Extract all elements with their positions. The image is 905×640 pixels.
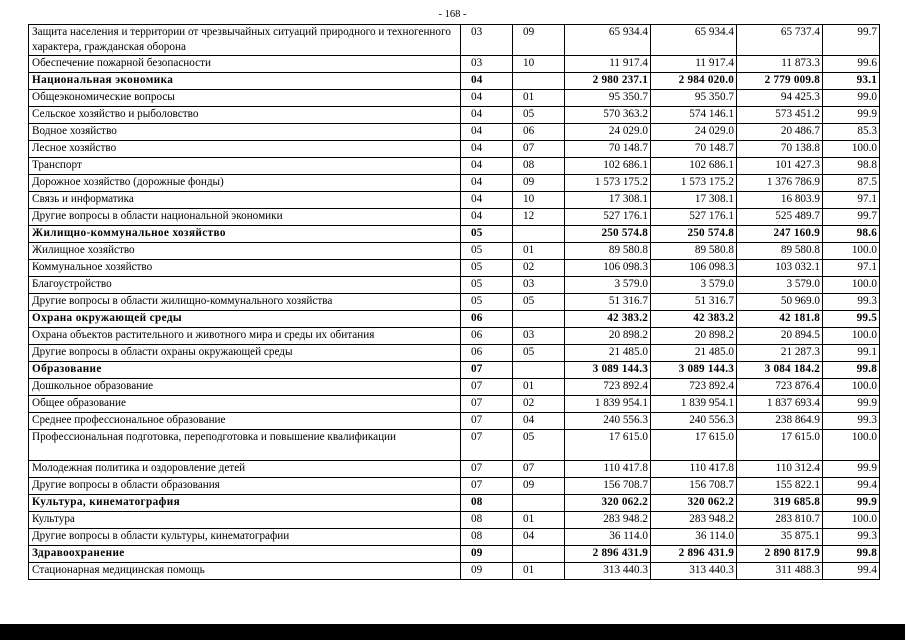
section-code-cell: 04 bbox=[461, 90, 513, 107]
table-row bbox=[29, 209, 880, 226]
section-total-row bbox=[29, 226, 880, 243]
subsection-code-cell: 02 bbox=[513, 396, 565, 413]
revised-amount-cell: 320 062.2 bbox=[651, 495, 737, 512]
executed-amount-cell: 16 803.9 bbox=[737, 192, 823, 209]
subsection-code-cell: 03 bbox=[513, 328, 565, 345]
execution-percent-cell: 98.8 bbox=[823, 158, 880, 175]
section-code-cell: 08 bbox=[461, 512, 513, 529]
row-name-cell: Другие вопросы в области жилищно-коммунального хозяйства bbox=[29, 294, 461, 311]
section-code-cell: 04 bbox=[461, 124, 513, 141]
executed-amount-cell: 723 876.4 bbox=[737, 379, 823, 396]
table-row bbox=[29, 413, 880, 430]
subsection-code-cell bbox=[513, 362, 565, 379]
subsection-code-cell: 10 bbox=[513, 192, 565, 209]
execution-percent-cell: 97.1 bbox=[823, 260, 880, 277]
row-name-cell: Национальная экономика bbox=[29, 73, 461, 90]
executed-amount-cell: 247 160.9 bbox=[737, 226, 823, 243]
revised-amount-cell: 102 686.1 bbox=[651, 158, 737, 175]
approved-amount-cell: 106 098.3 bbox=[565, 260, 651, 277]
approved-amount-cell: 65 934.4 bbox=[565, 25, 651, 56]
row-name-cell: Другие вопросы в области культуры, кинематографии bbox=[29, 529, 461, 546]
section-code-cell: 03 bbox=[461, 25, 513, 56]
executed-amount-cell: 42 181.8 bbox=[737, 311, 823, 328]
execution-percent-cell: 99.0 bbox=[823, 90, 880, 107]
section-code-cell: 08 bbox=[461, 495, 513, 512]
table-row bbox=[29, 328, 880, 345]
section-code-cell: 07 bbox=[461, 362, 513, 379]
execution-percent-cell: 100.0 bbox=[823, 277, 880, 294]
table-row bbox=[29, 478, 880, 495]
approved-amount-cell: 313 440.3 bbox=[565, 563, 651, 580]
approved-amount-cell: 11 917.4 bbox=[565, 56, 651, 73]
executed-amount-cell: 101 427.3 bbox=[737, 158, 823, 175]
execution-percent-cell: 100.0 bbox=[823, 243, 880, 260]
subsection-code-cell: 01 bbox=[513, 379, 565, 396]
executed-amount-cell: 2 890 817.9 bbox=[737, 546, 823, 563]
row-name-cell: Жилищно-коммунальное хозяйство bbox=[29, 226, 461, 243]
subsection-code-cell: 04 bbox=[513, 413, 565, 430]
scan-bottom-border bbox=[0, 624, 905, 640]
executed-amount-cell: 20 486.7 bbox=[737, 124, 823, 141]
revised-amount-cell: 313 440.3 bbox=[651, 563, 737, 580]
section-code-cell: 05 bbox=[461, 226, 513, 243]
section-code-cell: 05 bbox=[461, 294, 513, 311]
table-row bbox=[29, 107, 880, 124]
execution-percent-cell: 100.0 bbox=[823, 430, 880, 461]
table-row bbox=[29, 260, 880, 277]
subsection-code-cell: 06 bbox=[513, 124, 565, 141]
revised-amount-cell: 70 148.7 bbox=[651, 141, 737, 158]
executed-amount-cell: 103 032.1 bbox=[737, 260, 823, 277]
revised-amount-cell: 283 948.2 bbox=[651, 512, 737, 529]
revised-amount-cell: 2 896 431.9 bbox=[651, 546, 737, 563]
execution-percent-cell: 99.3 bbox=[823, 529, 880, 546]
revised-amount-cell: 574 146.1 bbox=[651, 107, 737, 124]
table-row bbox=[29, 175, 880, 192]
execution-percent-cell: 99.9 bbox=[823, 495, 880, 512]
executed-amount-cell: 238 864.9 bbox=[737, 413, 823, 430]
row-name-cell: Здравоохранение bbox=[29, 546, 461, 563]
section-code-cell: 04 bbox=[461, 192, 513, 209]
table-row bbox=[29, 192, 880, 209]
row-name-cell: Связь и информатика bbox=[29, 192, 461, 209]
revised-amount-cell: 1 573 175.2 bbox=[651, 175, 737, 192]
execution-percent-cell: 100.0 bbox=[823, 328, 880, 345]
approved-amount-cell: 527 176.1 bbox=[565, 209, 651, 226]
execution-percent-cell: 99.4 bbox=[823, 563, 880, 580]
table-row bbox=[29, 243, 880, 260]
budget-table bbox=[28, 24, 880, 580]
subsection-code-cell: 09 bbox=[513, 478, 565, 495]
approved-amount-cell: 36 114.0 bbox=[565, 529, 651, 546]
subsection-code-cell: 01 bbox=[513, 563, 565, 580]
row-name-cell: Другие вопросы в области национальной экономики bbox=[29, 209, 461, 226]
row-name-cell: Сельское хозяйство и рыболовство bbox=[29, 107, 461, 124]
table-row bbox=[29, 56, 880, 73]
table-row bbox=[29, 461, 880, 478]
revised-amount-cell: 527 176.1 bbox=[651, 209, 737, 226]
section-code-cell: 08 bbox=[461, 529, 513, 546]
approved-amount-cell: 3 579.0 bbox=[565, 277, 651, 294]
executed-amount-cell: 94 425.3 bbox=[737, 90, 823, 107]
execution-percent-cell: 99.5 bbox=[823, 311, 880, 328]
table-row bbox=[29, 294, 880, 311]
revised-amount-cell: 106 098.3 bbox=[651, 260, 737, 277]
executed-amount-cell: 311 488.3 bbox=[737, 563, 823, 580]
section-code-cell: 06 bbox=[461, 328, 513, 345]
table-row bbox=[29, 512, 880, 529]
subsection-code-cell: 04 bbox=[513, 529, 565, 546]
subsection-code-cell: 08 bbox=[513, 158, 565, 175]
section-code-cell: 06 bbox=[461, 311, 513, 328]
subsection-code-cell: 09 bbox=[513, 25, 565, 56]
revised-amount-cell: 250 574.8 bbox=[651, 226, 737, 243]
revised-amount-cell: 723 892.4 bbox=[651, 379, 737, 396]
approved-amount-cell: 320 062.2 bbox=[565, 495, 651, 512]
section-code-cell: 09 bbox=[461, 563, 513, 580]
table-row bbox=[29, 430, 880, 461]
section-total-row bbox=[29, 362, 880, 379]
subsection-code-cell: 07 bbox=[513, 461, 565, 478]
section-code-cell: 05 bbox=[461, 243, 513, 260]
execution-percent-cell: 98.6 bbox=[823, 226, 880, 243]
approved-amount-cell: 95 350.7 bbox=[565, 90, 651, 107]
executed-amount-cell: 525 489.7 bbox=[737, 209, 823, 226]
section-code-cell: 04 bbox=[461, 158, 513, 175]
subsection-code-cell bbox=[513, 546, 565, 563]
revised-amount-cell: 110 417.8 bbox=[651, 461, 737, 478]
table-row bbox=[29, 90, 880, 107]
approved-amount-cell: 17 308.1 bbox=[565, 192, 651, 209]
execution-percent-cell: 99.4 bbox=[823, 478, 880, 495]
row-name-cell: Дошкольное образование bbox=[29, 379, 461, 396]
section-code-cell: 04 bbox=[461, 209, 513, 226]
execution-percent-cell: 85.3 bbox=[823, 124, 880, 141]
executed-amount-cell: 3 084 184.2 bbox=[737, 362, 823, 379]
approved-amount-cell: 1 839 954.1 bbox=[565, 396, 651, 413]
subsection-code-cell: 01 bbox=[513, 512, 565, 529]
approved-amount-cell: 1 573 175.2 bbox=[565, 175, 651, 192]
executed-amount-cell: 573 451.2 bbox=[737, 107, 823, 124]
revised-amount-cell: 89 580.8 bbox=[651, 243, 737, 260]
revised-amount-cell: 17 308.1 bbox=[651, 192, 737, 209]
revised-amount-cell: 24 029.0 bbox=[651, 124, 737, 141]
approved-amount-cell: 102 686.1 bbox=[565, 158, 651, 175]
row-name-cell: Культура bbox=[29, 512, 461, 529]
executed-amount-cell: 3 579.0 bbox=[737, 277, 823, 294]
subsection-code-cell: 07 bbox=[513, 141, 565, 158]
section-code-cell: 04 bbox=[461, 141, 513, 158]
section-total-row bbox=[29, 311, 880, 328]
row-name-cell: Стационарная медицинская помощь bbox=[29, 563, 461, 580]
section-code-cell: 03 bbox=[461, 56, 513, 73]
approved-amount-cell: 2 980 237.1 bbox=[565, 73, 651, 90]
execution-percent-cell: 99.6 bbox=[823, 56, 880, 73]
table-row bbox=[29, 277, 880, 294]
executed-amount-cell: 65 737.4 bbox=[737, 25, 823, 56]
execution-percent-cell: 99.7 bbox=[823, 25, 880, 56]
approved-amount-cell: 240 556.3 bbox=[565, 413, 651, 430]
executed-amount-cell: 11 873.3 bbox=[737, 56, 823, 73]
row-name-cell: Молодежная политика и оздоровление детей bbox=[29, 461, 461, 478]
section-total-row bbox=[29, 73, 880, 90]
row-name-cell: Общеэкономические вопросы bbox=[29, 90, 461, 107]
approved-amount-cell: 250 574.8 bbox=[565, 226, 651, 243]
row-name-cell: Лесное хозяйство bbox=[29, 141, 461, 158]
row-name-cell: Культура, кинематография bbox=[29, 495, 461, 512]
section-code-cell: 07 bbox=[461, 478, 513, 495]
executed-amount-cell: 283 810.7 bbox=[737, 512, 823, 529]
section-total-row bbox=[29, 546, 880, 563]
subsection-code-cell: 05 bbox=[513, 294, 565, 311]
executed-amount-cell: 155 822.1 bbox=[737, 478, 823, 495]
execution-percent-cell: 100.0 bbox=[823, 141, 880, 158]
execution-percent-cell: 99.3 bbox=[823, 413, 880, 430]
row-name-cell: Дорожное хозяйство (дорожные фонды) bbox=[29, 175, 461, 192]
page-number: - 168 - bbox=[438, 9, 467, 20]
section-code-cell: 04 bbox=[461, 73, 513, 90]
executed-amount-cell: 2 779 009.8 bbox=[737, 73, 823, 90]
row-name-cell: Обеспечение пожарной безопасности bbox=[29, 56, 461, 73]
section-code-cell: 07 bbox=[461, 430, 513, 461]
row-name-cell: Другие вопросы в области охраны окружающей среды bbox=[29, 345, 461, 362]
section-code-cell: 04 bbox=[461, 107, 513, 124]
row-name-cell: Коммунальное хозяйство bbox=[29, 260, 461, 277]
approved-amount-cell: 723 892.4 bbox=[565, 379, 651, 396]
executed-amount-cell: 21 287.3 bbox=[737, 345, 823, 362]
row-name-cell: Профессиональная подготовка, переподготовка и повышение квалификации bbox=[29, 430, 461, 461]
execution-percent-cell: 99.7 bbox=[823, 209, 880, 226]
approved-amount-cell: 70 148.7 bbox=[565, 141, 651, 158]
revised-amount-cell: 1 839 954.1 bbox=[651, 396, 737, 413]
approved-amount-cell: 42 383.2 bbox=[565, 311, 651, 328]
subsection-code-cell bbox=[513, 495, 565, 512]
section-code-cell: 05 bbox=[461, 277, 513, 294]
execution-percent-cell: 100.0 bbox=[823, 512, 880, 529]
execution-percent-cell: 99.9 bbox=[823, 396, 880, 413]
approved-amount-cell: 17 615.0 bbox=[565, 430, 651, 461]
row-name-cell: Жилищное хозяйство bbox=[29, 243, 461, 260]
row-name-cell: Защита населения и территории от чрезвычайных ситуаций природного и техногенного характера, гражданская оборона bbox=[29, 25, 461, 56]
row-name-cell: Охрана окружающей среды bbox=[29, 311, 461, 328]
approved-amount-cell: 24 029.0 bbox=[565, 124, 651, 141]
revised-amount-cell: 95 350.7 bbox=[651, 90, 737, 107]
table-row bbox=[29, 124, 880, 141]
execution-percent-cell: 100.0 bbox=[823, 379, 880, 396]
row-name-cell: Среднее профессиональное образование bbox=[29, 413, 461, 430]
subsection-code-cell: 12 bbox=[513, 209, 565, 226]
section-code-cell: 05 bbox=[461, 260, 513, 277]
approved-amount-cell: 51 316.7 bbox=[565, 294, 651, 311]
executed-amount-cell: 1 376 786.9 bbox=[737, 175, 823, 192]
section-code-cell: 07 bbox=[461, 379, 513, 396]
row-name-cell: Охрана объектов растительного и животного мира и среды их обитания bbox=[29, 328, 461, 345]
executed-amount-cell: 35 875.1 bbox=[737, 529, 823, 546]
execution-percent-cell: 93.1 bbox=[823, 73, 880, 90]
executed-amount-cell: 50 969.0 bbox=[737, 294, 823, 311]
table-row bbox=[29, 158, 880, 175]
execution-percent-cell: 99.8 bbox=[823, 546, 880, 563]
approved-amount-cell: 570 363.2 bbox=[565, 107, 651, 124]
executed-amount-cell: 20 894.5 bbox=[737, 328, 823, 345]
revised-amount-cell: 42 383.2 bbox=[651, 311, 737, 328]
approved-amount-cell: 21 485.0 bbox=[565, 345, 651, 362]
execution-percent-cell: 99.3 bbox=[823, 294, 880, 311]
section-total-row bbox=[29, 495, 880, 512]
executed-amount-cell: 89 580.8 bbox=[737, 243, 823, 260]
table-row bbox=[29, 345, 880, 362]
approved-amount-cell: 3 089 144.3 bbox=[565, 362, 651, 379]
approved-amount-cell: 2 896 431.9 bbox=[565, 546, 651, 563]
table-row bbox=[29, 529, 880, 546]
approved-amount-cell: 20 898.2 bbox=[565, 328, 651, 345]
subsection-code-cell: 05 bbox=[513, 430, 565, 461]
approved-amount-cell: 110 417.8 bbox=[565, 461, 651, 478]
subsection-code-cell: 01 bbox=[513, 243, 565, 260]
revised-amount-cell: 3 089 144.3 bbox=[651, 362, 737, 379]
approved-amount-cell: 89 580.8 bbox=[565, 243, 651, 260]
execution-percent-cell: 99.8 bbox=[823, 362, 880, 379]
section-code-cell: 06 bbox=[461, 345, 513, 362]
execution-percent-cell: 99.9 bbox=[823, 461, 880, 478]
executed-amount-cell: 110 312.4 bbox=[737, 461, 823, 478]
revised-amount-cell: 240 556.3 bbox=[651, 413, 737, 430]
row-name-cell: Образование bbox=[29, 362, 461, 379]
approved-amount-cell: 156 708.7 bbox=[565, 478, 651, 495]
table-row bbox=[29, 379, 880, 396]
table-row bbox=[29, 25, 880, 56]
section-code-cell: 07 bbox=[461, 413, 513, 430]
executed-amount-cell: 319 685.8 bbox=[737, 495, 823, 512]
subsection-code-cell: 03 bbox=[513, 277, 565, 294]
budget-table-body bbox=[29, 25, 880, 580]
revised-amount-cell: 51 316.7 bbox=[651, 294, 737, 311]
section-code-cell: 04 bbox=[461, 175, 513, 192]
row-name-cell: Транспорт bbox=[29, 158, 461, 175]
revised-amount-cell: 11 917.4 bbox=[651, 56, 737, 73]
revised-amount-cell: 156 708.7 bbox=[651, 478, 737, 495]
row-name-cell: Общее образование bbox=[29, 396, 461, 413]
row-name-cell: Другие вопросы в области образования bbox=[29, 478, 461, 495]
subsection-code-cell bbox=[513, 73, 565, 90]
subsection-code-cell bbox=[513, 311, 565, 328]
subsection-code-cell: 10 bbox=[513, 56, 565, 73]
section-code-cell: 07 bbox=[461, 396, 513, 413]
executed-amount-cell: 17 615.0 bbox=[737, 430, 823, 461]
executed-amount-cell: 70 138.8 bbox=[737, 141, 823, 158]
revised-amount-cell: 21 485.0 bbox=[651, 345, 737, 362]
executed-amount-cell: 1 837 693.4 bbox=[737, 396, 823, 413]
table-row bbox=[29, 563, 880, 580]
execution-percent-cell: 99.9 bbox=[823, 107, 880, 124]
revised-amount-cell: 17 615.0 bbox=[651, 430, 737, 461]
revised-amount-cell: 20 898.2 bbox=[651, 328, 737, 345]
subsection-code-cell: 05 bbox=[513, 345, 565, 362]
row-name-cell: Благоустройство bbox=[29, 277, 461, 294]
revised-amount-cell: 65 934.4 bbox=[651, 25, 737, 56]
subsection-code-cell: 09 bbox=[513, 175, 565, 192]
revised-amount-cell: 2 984 020.0 bbox=[651, 73, 737, 90]
row-name-cell: Водное хозяйство bbox=[29, 124, 461, 141]
revised-amount-cell: 36 114.0 bbox=[651, 529, 737, 546]
execution-percent-cell: 99.1 bbox=[823, 345, 880, 362]
approved-amount-cell: 283 948.2 bbox=[565, 512, 651, 529]
section-code-cell: 09 bbox=[461, 546, 513, 563]
execution-percent-cell: 97.1 bbox=[823, 192, 880, 209]
subsection-code-cell: 02 bbox=[513, 260, 565, 277]
revised-amount-cell: 3 579.0 bbox=[651, 277, 737, 294]
execution-percent-cell: 87.5 bbox=[823, 175, 880, 192]
table-row bbox=[29, 396, 880, 413]
subsection-code-cell: 01 bbox=[513, 90, 565, 107]
subsection-code-cell bbox=[513, 226, 565, 243]
subsection-code-cell: 05 bbox=[513, 107, 565, 124]
table-row bbox=[29, 141, 880, 158]
section-code-cell: 07 bbox=[461, 461, 513, 478]
